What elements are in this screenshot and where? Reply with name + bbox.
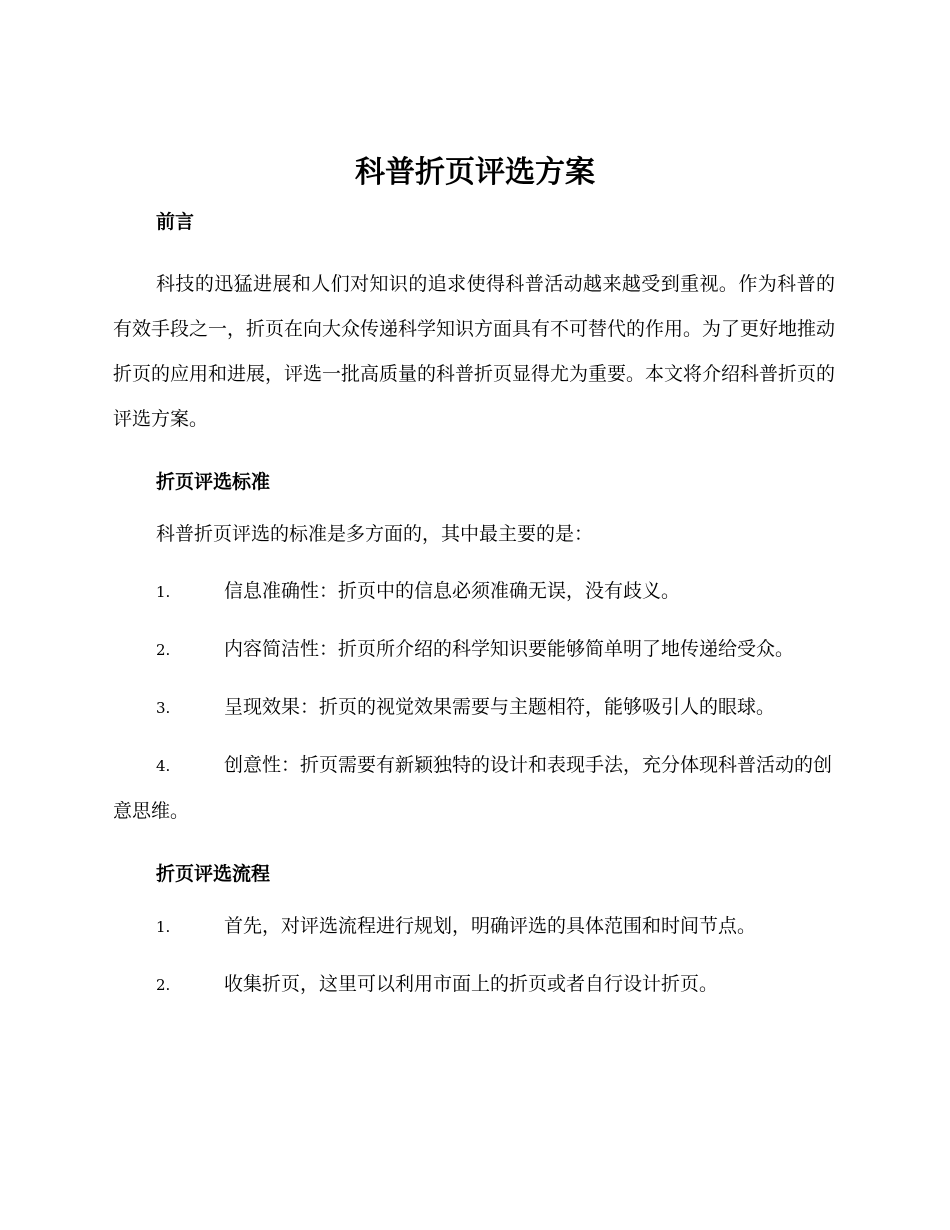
document-title: 科普折页评选方案 [355,155,595,190]
list-number: 2. [156,641,171,659]
list-number: 4. [156,757,171,775]
list-item-text: 内容简洁性：折页所介绍的科学知识要能够简单明了地传递给受众。 [224,638,795,660]
criteria-item [113,743,835,834]
list-number: 1. [156,583,171,601]
list-item-text: 首先，对评选流程进行规划，明确评选的具体范围和时间节点。 [224,915,757,937]
list-number: 3. [156,699,171,717]
section-heading-criteria: 折页评选标准 [156,471,271,493]
criteria-item [113,685,835,731]
process-item [113,962,835,1008]
section-heading-preface: 前言 [156,211,195,233]
list-item-text: 收集折页，这里可以利用市面上的折页或者自行设计折页。 [224,973,719,995]
criteria-intro: 科普折页评选的标准是多方面的，其中最主要的是： [156,523,594,545]
criteria-item [113,627,835,673]
preface-paragraph: 科技的迅猛进展和人们对知识的追求使得科普活动越来越受到重视。作为科普的有效手段之一，折页在向大众传递科学知识方面具有不可替代的作用。为了更好地推动折页的应用和进展，评选一批高质量的科普折页显得尤为重要。本文将介绍科普折页的评选方案。 [113,273,836,430]
list-item-text: 创意性：折页需要有新颖独特的设计和表现手法，充分体现科普活动的创意思维。 [113,754,833,822]
document-body [113,204,835,1008]
list-number: 1. [156,918,171,936]
list-item-text: 信息准确性：折页中的信息必须准确无误，没有歧义。 [224,580,681,602]
process-item [113,904,835,950]
list-number: 2. [156,976,171,994]
criteria-item [113,569,835,615]
list-item-text: 呈现效果：折页的视觉效果需要与主题相符，能够吸引人的眼球。 [224,696,776,718]
section-heading-process: 折页评选流程 [156,863,271,885]
